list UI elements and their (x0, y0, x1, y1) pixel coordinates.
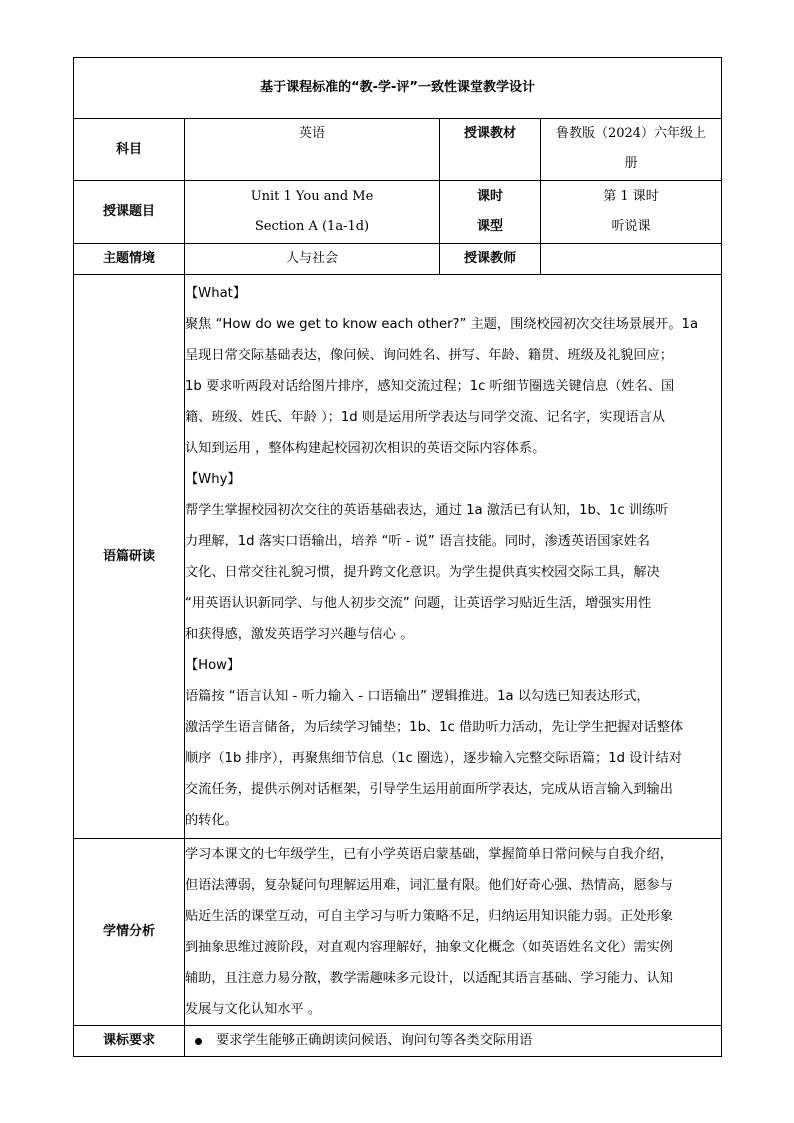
period-label: 课时 (476, 189, 503, 204)
what-line: 聚焦 “How do we get to know each other?” 主题，围绕校园初次交往场景展开。1a (185, 316, 699, 332)
analysis-line: 贴近生活的课堂互动，可自主学习与听力策略不足，归纳运用知识能力弱。正处形象 (185, 909, 673, 924)
why-heading: 【Why】 (185, 471, 241, 487)
textbook-value-line2: 册 (624, 156, 638, 171)
type-label: 课型 (476, 219, 503, 234)
analysis-line: 辅助，且注意力易分散，教学需趣味多元设计，以适配其语言基础、学习能力、认知 (185, 971, 673, 986)
learner-analysis-content (185, 839, 722, 1026)
learner-analysis-label: 学情分析 (74, 839, 185, 1026)
how-line: 语篇按 “语言认知 - 听力输入 - 口语输出” 逻辑推进。1a 以勾选已知表达形式， (185, 688, 650, 704)
analysis-line: 学习本课文的七年级学生，已有小学英语启蒙基础，掌握简单日常问候与自我介绍， (185, 847, 673, 862)
what-line: 认知到运用 ，整体构建起校园初次相识的英语交际内容体系。 (185, 440, 546, 456)
why-line: 力理解，1d 落实口语输出，培养 “听 - 说” 语言技能。同时，渗透英语国家姓名 (185, 533, 650, 549)
topic-label: 授课题目 (74, 181, 185, 244)
bullet-icon (195, 1038, 202, 1045)
text-study-label: 语篇研读 (74, 275, 185, 839)
how-line: 交流任务，提供示例对话框架，引导学生运用前面所学表达，完成从语言输入到输出 (185, 781, 673, 797)
textbook-label: 授课教材 (440, 119, 541, 181)
why-line: 和获得感，激发英语学习兴趣与信心 。 (185, 626, 414, 642)
lesson-plan-document (73, 57, 721, 1055)
why-line: “用英语认识新同学、与他人初步交流” 问题，让英语学习贴近生活，增强实用性 (185, 595, 652, 611)
what-line: 1b 要求听两段对话给图片排序，感知交流过程；1c 听细节圈选关键信息（姓名、国 (185, 378, 675, 394)
lesson-plan-table (73, 57, 722, 1057)
period-type-label (440, 181, 541, 244)
type-value: 听说课 (611, 219, 651, 234)
analysis-line: 到抽象思维过渡阶段，对直观内容理解好，抽象文化概念（如英语姓名文化）需实例 (185, 940, 673, 955)
why-line: 帮学生掌握校园初次交往的英语基础表达，通过 1a 激活已有认知，1b、1c 训练听 (185, 502, 669, 518)
topic-value (185, 181, 440, 244)
curriculum-item (185, 1028, 721, 1055)
period-value: 第 1 课时 (603, 189, 659, 204)
textbook-value (541, 119, 722, 181)
how-line: 顺序（1b 排序），再聚焦细节信息（1c 圈选），逐步输入完整交际语篇；1d 设计结对 (185, 750, 682, 766)
why-line: 文化、日常交往礼貌习惯，提升跨文化意识。为学生提供真实校园交际工具，解决 (185, 564, 660, 580)
period-type-value (541, 181, 722, 244)
topic-value-line1: Unit 1 You and Me (250, 189, 374, 204)
how-line: 的转化。 (185, 812, 238, 828)
scene-value: 人与社会 (185, 244, 440, 275)
document-title: 基于课程标准的“教-学-评”一致性课堂教学设计 (74, 58, 722, 119)
scene-label: 主题情境 (74, 244, 185, 275)
topic-value-line2: Section A (1a-1d) (254, 219, 370, 234)
what-heading: 【What】 (185, 285, 247, 301)
curriculum-content (185, 1026, 722, 1057)
what-line: 呈现日常交际基础表达，像问候、询问姓名、拼写、年龄、籍贯、班级及礼貌回应； (185, 347, 673, 363)
what-line: 籍、班级、姓氏、年龄 ）；1d 则是运用所学表达与同学交流、记名字，实现语言从 (185, 409, 666, 425)
subject-value: 英语 (185, 119, 440, 181)
analysis-line: 但语法薄弱，复杂疑问句理解运用难，词汇量有限。他们好奇心强、热情高，愿参与 (185, 878, 673, 893)
text-study-content (185, 275, 722, 839)
analysis-line: 发展与文化认知水平 。 (185, 1002, 322, 1017)
subject-label: 科目 (74, 119, 185, 181)
how-line: 激活学生语言储备，为后续学习铺垫；1b、1c 借助听力活动，先让学生把握对话整体 (185, 719, 684, 735)
teacher-label: 授课教师 (440, 244, 541, 275)
teacher-value (541, 244, 722, 275)
textbook-value-line1: 鲁教版（2024）六年级上 (555, 126, 707, 141)
how-heading: 【How】 (185, 657, 241, 673)
curriculum-item-text: 要求学生能够正确朗读问候语、询问句等各类交际用语 (216, 1033, 533, 1048)
curriculum-label: 课标要求 (74, 1026, 185, 1057)
